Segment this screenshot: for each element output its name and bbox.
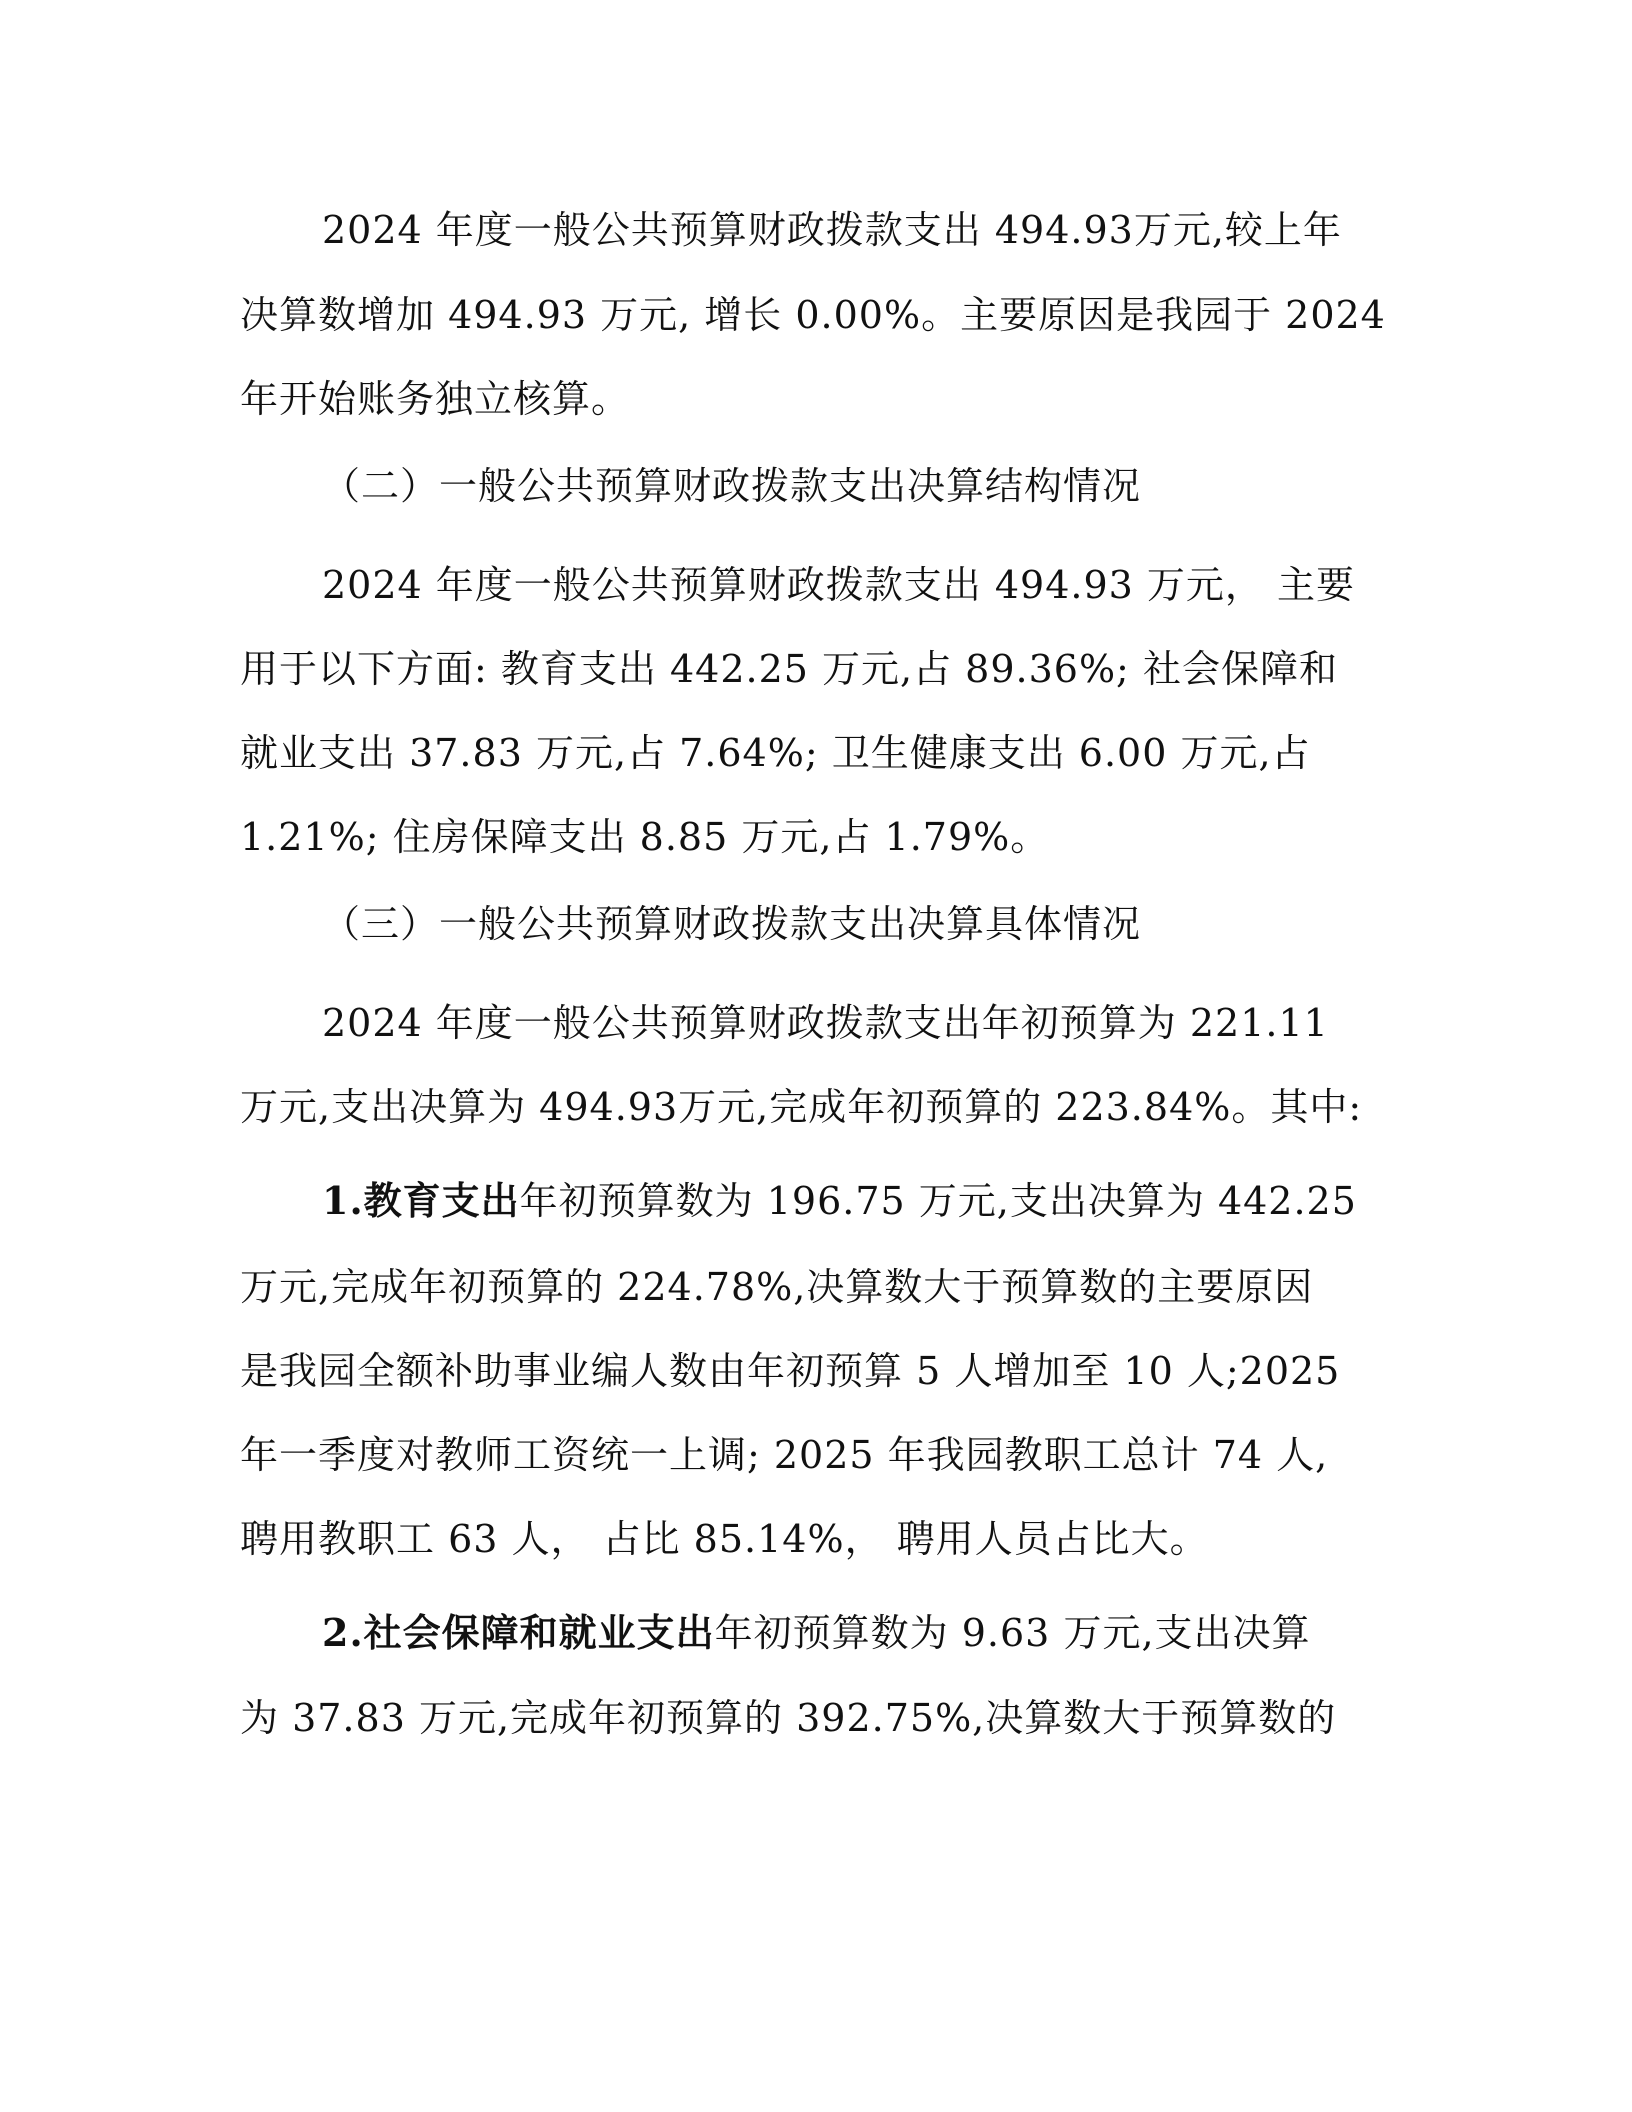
- section-heading: （二）一般公共预算财政拨款支出决算结构情况: [322, 464, 1142, 508]
- paragraph-line: 2024 年度一般公共预算财政拨款支出 494.93万元,较上年: [322, 208, 1342, 252]
- section-heading: （三）一般公共预算财政拨款支出决算具体情况: [322, 902, 1142, 946]
- item-text: 年初预算数为 9.63 万元,支出决算: [714, 1611, 1311, 1655]
- item-label: 2.社会保障和就业支出: [322, 1610, 715, 1655]
- paragraph-line: 2024 年度一般公共预算财政拨款支出年初预算为 221.11: [322, 1001, 1329, 1045]
- paragraph-line: 决算数增加 494.93 万元, 增长 0.00%。主要原因是我园于 2024: [240, 293, 1386, 337]
- list-item-first-line: [322, 1608, 1382, 1658]
- paragraph-line: 就业支出 37.83 万元,占 7.64%; 卫生健康支出 6.00 万元,占: [240, 731, 1311, 775]
- paragraph-line: 万元,支出决算为 494.93万元,完成年初预算的 223.84%。其中:: [240, 1085, 1363, 1129]
- paragraph-line: 为 37.83 万元,完成年初预算的 392.75%,决算数大于预算数的: [240, 1696, 1337, 1740]
- paragraph-line: 2024 年度一般公共预算财政拨款支出 494.93 万元， 主要: [322, 563, 1355, 607]
- paragraph-line: 年开始账务独立核算。: [240, 377, 631, 421]
- paragraph-line: 万元,完成年初预算的 224.78%,决算数大于预算数的主要原因: [240, 1265, 1314, 1309]
- paragraph-line: 用于以下方面: 教育支出 442.25 万元,占 89.36%; 社会保障和: [240, 647, 1338, 691]
- list-item-first-line: [322, 1176, 1382, 1226]
- paragraph-line: 年一季度对教师工资统一上调; 2025 年我园教职工总计 74 人,: [240, 1433, 1329, 1477]
- paragraph-line: 聘用教职工 63 人， 占比 85.14%， 聘用人员占比大。: [240, 1517, 1209, 1561]
- item-label: 1.教育支出: [322, 1178, 520, 1223]
- paragraph-line: 是我园全额补助事业编人数由年初预算 5 人增加至 10 人;2025: [240, 1349, 1341, 1393]
- item-text: 年初预算数为 196.75 万元,支出决算为 442.25: [519, 1179, 1357, 1223]
- paragraph-line: 1.21%; 住房保障支出 8.85 万元,占 1.79%。: [240, 815, 1050, 859]
